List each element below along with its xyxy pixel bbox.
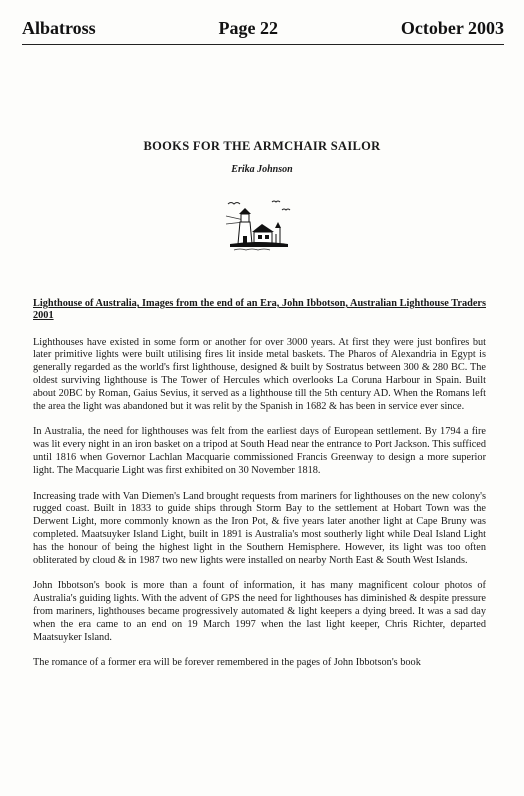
- paragraph-1: Lighthouses have existed in some form or another for over 3000 years. At first they were just bonfires but later primitive lights were built utilising fires lit inside metal baskets. The Pharos of Alexandria in Egypt is generally regarded as the world's first lighthouse, designed & built by Sostratus between 300 & 280 BC. The oldest surviving lighthouse is The Tower of Hercules which overlooks La Coruna Harbour in Spain. Built about 20BC by Roman, Gaius Sevius, it served as a lighthouse till the 5th century AD. When the Romans left the area the light was abandoned but it was relit by the Spanish in 1682 & has been in service ever since.: [33, 336, 486, 412]
- issue-date: October 2003: [400, 18, 504, 38]
- paragraph-5: The romance of a former era will be forever remembered in the pages of John Ibbotson's book: [33, 657, 421, 669]
- article-title: BOOKS FOR THE ARMCHAIR SAILOR: [143, 139, 381, 153]
- article-body: [33, 298, 486, 683]
- header-divider: [22, 44, 504, 45]
- book-heading: Lighthouse of Australia, Images from the end of an Era, John Ibbotson, Australian Lighthouse Traders 2001: [33, 298, 486, 322]
- article-author: Erika Johnson: [231, 164, 293, 175]
- paragraph-4: John Ibbotson's book is more than a fount of information, it has many magnificent colour photos of Australia's guiding lights. With the advent of GPS the need for lighthouses has diminished & despite pressure from mariners, lighthouses became progressively automated & light keepers a dying breed. It was a sad day when the era came to an end on 19 March 1997 when the last light keeper, Chris Richter, departed Maatsuyker Island.: [33, 580, 486, 643]
- paragraph-2: In Australia, the need for lighthouses was felt from the earliest days of European settlement. By 1794 a fire was lit every night in an iron basket on a tripod at South Head near the entrance to Port Jackson. This sufficed until 1816 when Governor Lachlan Macquarie commissioned Francis Greenway to design a more superior light. The Macquarie Light was first exhibited on 30 November 1818.: [33, 426, 486, 476]
- page-number: Page 22: [218, 18, 278, 38]
- page-header: [22, 18, 504, 42]
- paragraph-3: Increasing trade with Van Diemen's Land brought requests from mariners for lighthouses on the new colony's rugged coast. Built in 1833 to guide ships through Storm Bay to the settlement at Hobart Town was the Derwent Light, more commonly known as the Iron Pot, & five years later another light at Cape Bruny was completed. Maatsuyker Island Light, built in 1891 is Australia's most southerly light while Deal Island Light has the honour of being the highest light in the Southern Hemisphere. However, its light was too often obliterated by cloud & in 1987 two new lights were installed on nearby North East & South West Islands.: [33, 490, 486, 566]
- lighthouse-icon: [222, 198, 296, 262]
- publication-name: Albatross: [22, 18, 96, 38]
